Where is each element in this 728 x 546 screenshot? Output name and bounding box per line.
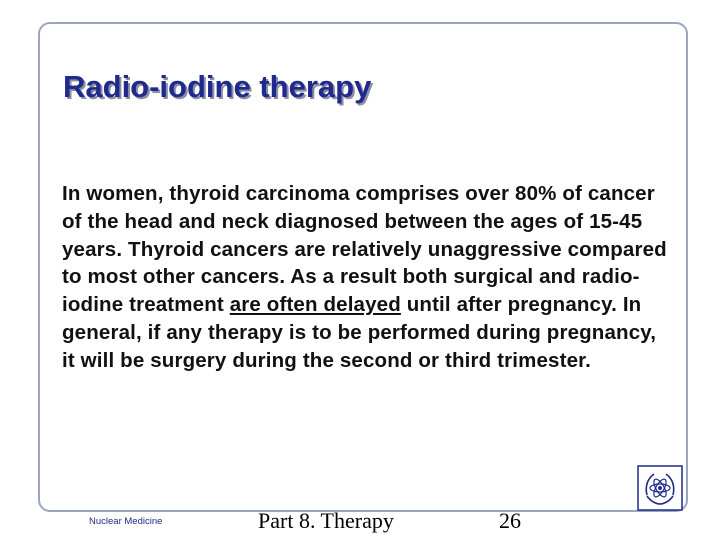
slide-title: Radio-iodine therapy bbox=[63, 69, 372, 104]
body-text-underlined: are often delayed bbox=[229, 293, 401, 317]
footer-course-name: Nuclear Medicine bbox=[89, 516, 163, 527]
footer-page-number: 26 bbox=[499, 508, 521, 533]
iaea-atom-emblem-icon bbox=[637, 465, 683, 511]
body-text-part-2: until after pregnancy. In general, if any therapy is to be performed during pregnancy, it will be surgery during the second or third trimester. bbox=[62, 293, 657, 372]
footer-part-title: Part 8. Therapy bbox=[258, 508, 394, 533]
slide-body-text bbox=[62, 180, 672, 375]
body-text-part-1: In women, thyroid carcinoma comprises over 80% of cancer of the head and neck diagnosed between the ages of 15-45 years. Thyroid cancers are relatively unaggressive compared to most other cancers. As a result both surgical and radio-iodine treatment bbox=[62, 182, 667, 317]
iaea-logo-icon bbox=[637, 465, 683, 511]
